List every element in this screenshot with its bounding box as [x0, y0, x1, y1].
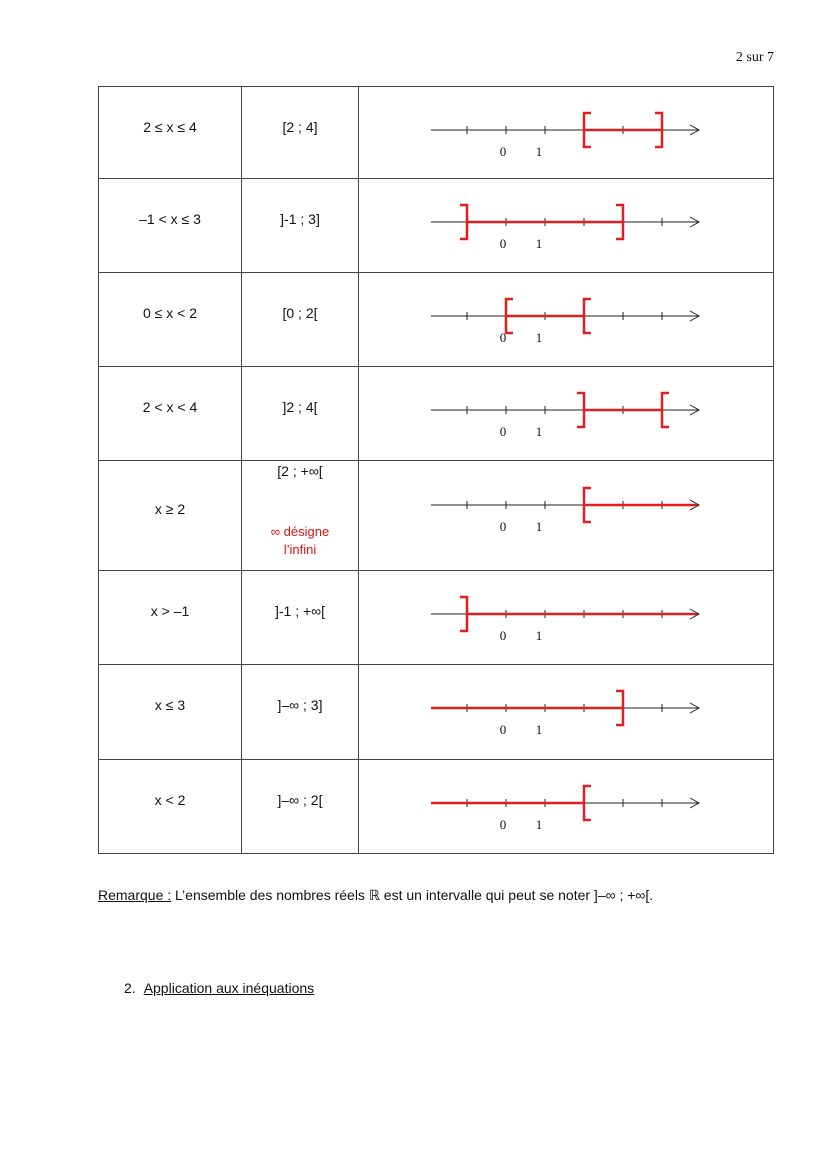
notation-text: ]-1 ; 3]: [280, 211, 320, 227]
number-line-cell: [359, 461, 774, 571]
interval-table: [98, 86, 774, 854]
tick-label-1: 1: [535, 424, 543, 439]
inequality-cell: [99, 179, 242, 273]
tick-label-1: 1: [535, 628, 543, 643]
table-row: [99, 760, 774, 854]
notation-text: [2 ; +∞[: [277, 463, 323, 479]
number-line-cell: [359, 760, 774, 854]
table-row: [99, 87, 774, 179]
inequality-cell: [99, 665, 242, 760]
tick-label-1: 1: [535, 236, 543, 251]
table-row: [99, 367, 774, 461]
section-title: Application aux inéquations: [143, 980, 315, 996]
tick-label-0: 0: [499, 722, 507, 737]
number-line-cell: [359, 665, 774, 760]
tick-label-0: 0: [499, 424, 507, 439]
page-number: 2 sur 7: [735, 50, 774, 65]
notation-text: [0 ; 2[: [282, 305, 318, 321]
tick-label-1: 1: [535, 817, 543, 832]
infinity-note: [242, 523, 358, 559]
notation-text: ]–∞ ; 3]: [277, 697, 323, 713]
tick-label-1: 1: [535, 330, 543, 345]
notation-cell: [242, 367, 359, 461]
inequality-text: 0 ≤ x < 2: [143, 305, 197, 321]
remark-text: L’ensemble des nombres réels ℝ est un intervalle qui peut se noter ]–∞ ; +∞[.: [171, 887, 654, 903]
notation-cell: [242, 179, 359, 273]
tick-label-1: 1: [535, 519, 543, 534]
table-row: [99, 179, 774, 273]
notation-cell: [242, 665, 359, 760]
tick-label-1: 1: [535, 144, 543, 159]
notation-text: ]–∞ ; 2[: [277, 792, 323, 808]
notation-cell: [242, 461, 359, 571]
infinity-note-line2: l’infini: [283, 542, 317, 557]
number-line-cell: [359, 273, 774, 367]
remark-label: Remarque :: [98, 887, 172, 903]
inequality-cell: [99, 367, 242, 461]
notation-cell: [242, 273, 359, 367]
tick-label-0: 0: [499, 817, 507, 832]
notation-text: ]-1 ; +∞[: [274, 603, 326, 619]
notation-text: ]2 ; 4[: [282, 399, 318, 415]
inequality-cell: [99, 87, 242, 179]
number-line: [359, 665, 772, 758]
tick-label-0: 0: [499, 628, 507, 643]
tick-label-0: 0: [499, 519, 507, 534]
table-row: [99, 461, 774, 571]
number-line: [359, 87, 772, 177]
inequality-text: x ≥ 2: [154, 501, 186, 517]
tick-label-0: 0: [499, 236, 507, 251]
infinity-note-line1: ∞ désigne: [270, 524, 330, 539]
notation-cell: [242, 571, 359, 665]
inequality-text: 2 < x < 4: [142, 399, 198, 415]
notation-cell: [242, 87, 359, 179]
number-line: [359, 461, 772, 569]
inequality-text: x ≤ 3: [154, 697, 186, 713]
number-line: [359, 760, 772, 852]
table-row: [99, 273, 774, 367]
remark: [98, 887, 653, 904]
inequality-text: x > –1: [150, 603, 190, 619]
inequality-cell: [99, 760, 242, 854]
inequality-cell: [99, 571, 242, 665]
number-line: [359, 367, 772, 459]
inequality-cell: [99, 461, 242, 571]
inequality-text: –1 < x ≤ 3: [139, 211, 201, 227]
section-number: 2.: [124, 980, 136, 996]
table-row: [99, 665, 774, 760]
number-line-cell: [359, 87, 774, 179]
number-line-cell: [359, 571, 774, 665]
tick-label-0: 0: [499, 330, 507, 345]
inequality-text: 2 ≤ x ≤ 4: [143, 119, 197, 135]
number-line: [359, 179, 772, 271]
number-line-cell: [359, 367, 774, 461]
section-heading: [124, 980, 314, 996]
tick-label-1: 1: [535, 722, 543, 737]
table-row: [99, 571, 774, 665]
inequality-cell: [99, 273, 242, 367]
notation-cell: [242, 760, 359, 854]
number-line: [359, 571, 772, 663]
tick-label-0: 0: [499, 144, 507, 159]
number-line-cell: [359, 179, 774, 273]
notation-text: [2 ; 4]: [282, 119, 318, 135]
inequality-text: x < 2: [154, 792, 186, 808]
number-line: [359, 273, 772, 365]
